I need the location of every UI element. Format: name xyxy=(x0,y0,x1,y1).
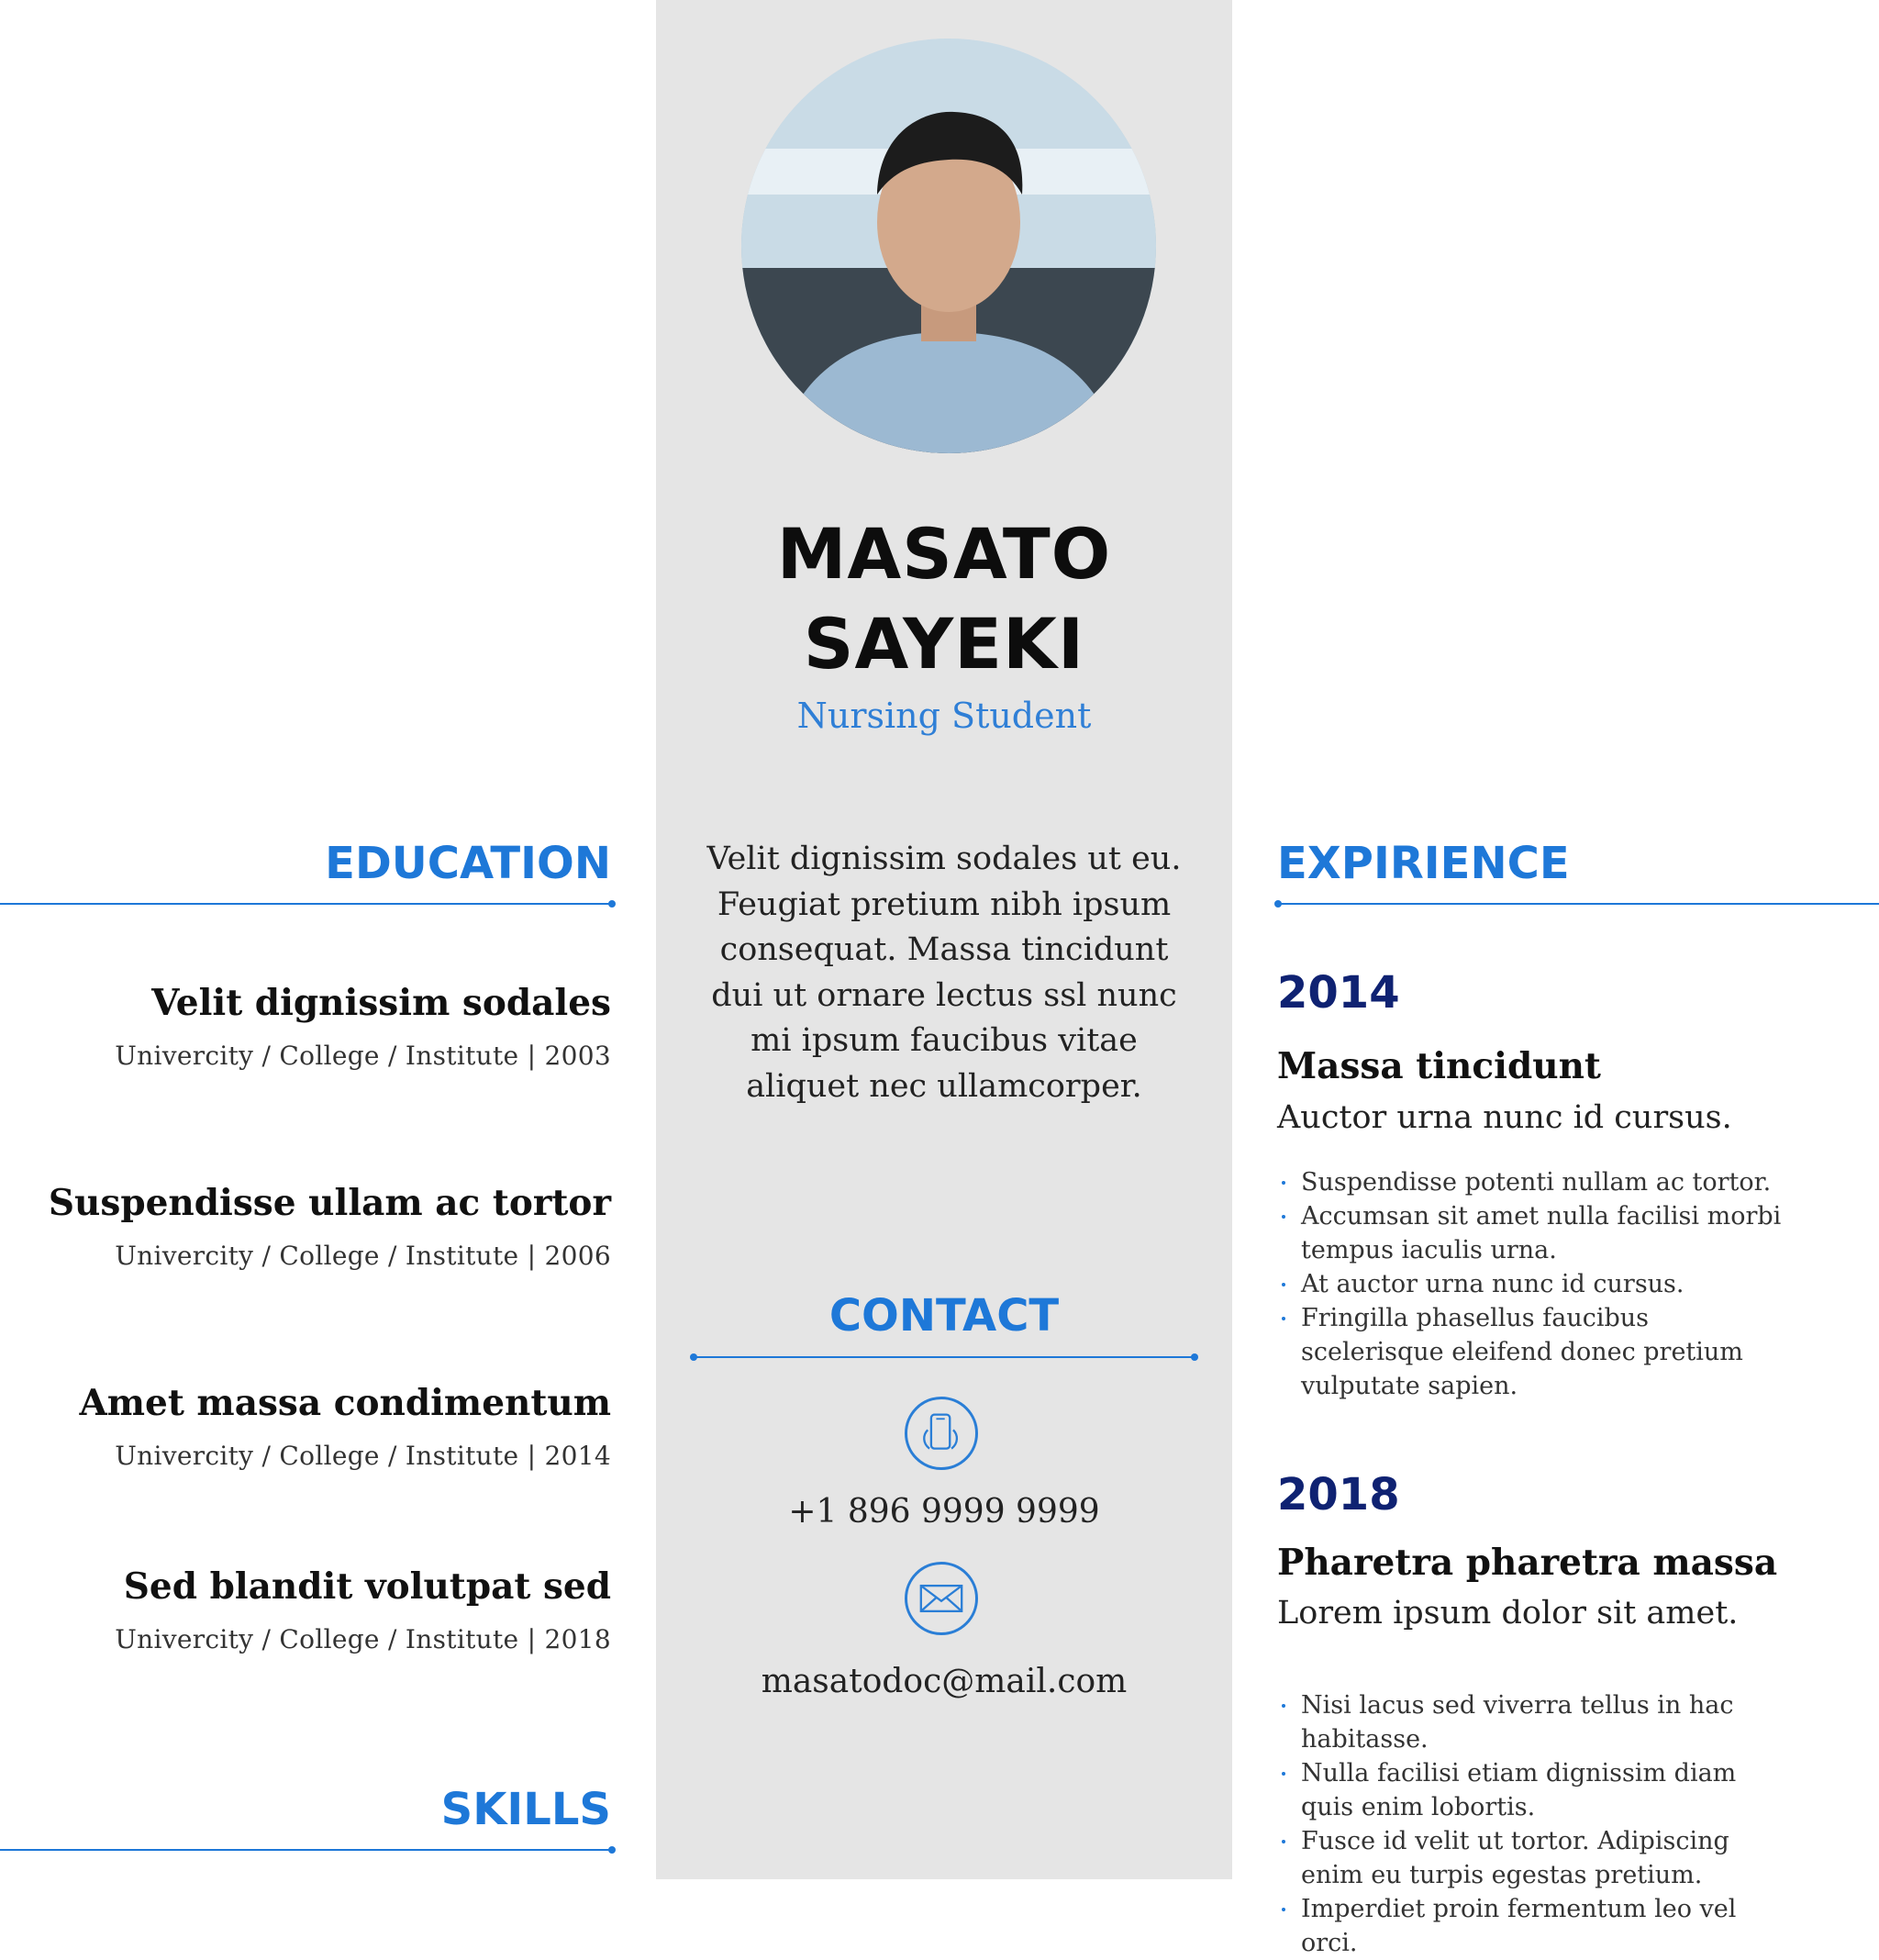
contact-divider xyxy=(693,1356,1195,1358)
education-title: Suspendisse ullam ac tortor xyxy=(48,1182,611,1224)
education-item xyxy=(115,982,611,1071)
education-meta: Univercity / College / Institute | 2018 xyxy=(115,1624,611,1654)
experience-title: Pharetra pharetra massa xyxy=(1277,1542,1778,1584)
education-divider xyxy=(0,903,613,905)
experience-subtitle: Auctor urna nunc id cursus. xyxy=(1277,1099,1732,1136)
experience-divider xyxy=(1277,903,1879,905)
bullet-item: At auctor urna nunc id cursus. xyxy=(1277,1267,1791,1301)
experience-subtitle: Lorem ipsum dolor sit amet. xyxy=(1277,1595,1739,1631)
profile-summary: Velit dignissim sodales ut eu. Feugiat pretium nibh ipsum consequat. Massa tincidunt dui ut ornare lectus ssl nunc mi ipsum faucibus vitae aliquet nec ullamcorper. xyxy=(706,841,1182,1105)
education-item xyxy=(115,1565,611,1654)
divider-dot xyxy=(690,1353,697,1361)
bullet-item: Suspendisse potenti nullam ac tortor. xyxy=(1277,1165,1791,1199)
education-meta: Univercity / College / Institute | 2014 xyxy=(115,1441,611,1471)
skills-divider xyxy=(0,1849,613,1851)
bullet-item: Accumsan sit amet nulla facilisi morbi tempus iaculis urna. xyxy=(1277,1199,1791,1267)
first-name: MASATO xyxy=(776,513,1112,595)
bullet-item: Nulla facilisi etiam dignissim diam quis enim lobortis. xyxy=(1277,1756,1791,1824)
contact-phone: +1 896 9999 9999 xyxy=(788,1493,1100,1531)
candidate-name xyxy=(656,509,1232,689)
role-title: Nursing Student xyxy=(796,696,1092,736)
experience-bullets xyxy=(1277,1165,1791,1403)
education-heading: EDUCATION xyxy=(325,838,611,889)
mail-icon xyxy=(905,1562,978,1635)
experience-year: 2018 xyxy=(1277,1469,1400,1520)
education-item xyxy=(49,1182,611,1271)
education-meta: Univercity / College / Institute | 2003 xyxy=(115,1041,611,1071)
contact-email: masatodoc@mail.com xyxy=(761,1663,1128,1700)
experience-title: Massa tincidunt xyxy=(1277,1045,1601,1087)
experience-heading: EXPIRIENCE xyxy=(1277,838,1570,889)
education-title: Amet massa condimentum xyxy=(79,1382,611,1424)
bullet-item: Fringilla phasellus faucibus scelerisque eleifend donec pretium vulputate sapien. xyxy=(1277,1301,1791,1403)
bullet-item: Nisi lacus sed viverra tellus in hac habitasse. xyxy=(1277,1688,1791,1756)
experience-year: 2014 xyxy=(1277,967,1400,1019)
divider-dot xyxy=(1274,900,1282,908)
education-item xyxy=(80,1382,612,1471)
divider-dot xyxy=(608,900,616,908)
bullet-item: Imperdiet proin fermentum leo vel orci. xyxy=(1277,1892,1791,1960)
divider-dot xyxy=(1191,1353,1198,1361)
education-title: Velit dignissim sodales xyxy=(151,982,611,1024)
divider-dot xyxy=(608,1846,616,1854)
profile-photo xyxy=(741,39,1156,453)
education-title: Sed blandit volutpat sed xyxy=(123,1565,611,1608)
last-name: SAYEKI xyxy=(803,603,1085,685)
skills-heading: SKILLS xyxy=(440,1784,611,1835)
education-meta: Univercity / College / Institute | 2006 xyxy=(115,1241,611,1271)
contact-heading: CONTACT xyxy=(828,1290,1060,1342)
phone-icon xyxy=(905,1397,978,1470)
bullet-item: Fusce id velit ut tortor. Adipiscing enim eu turpis egestas pretium. xyxy=(1277,1824,1791,1892)
experience-bullets xyxy=(1277,1688,1791,1960)
